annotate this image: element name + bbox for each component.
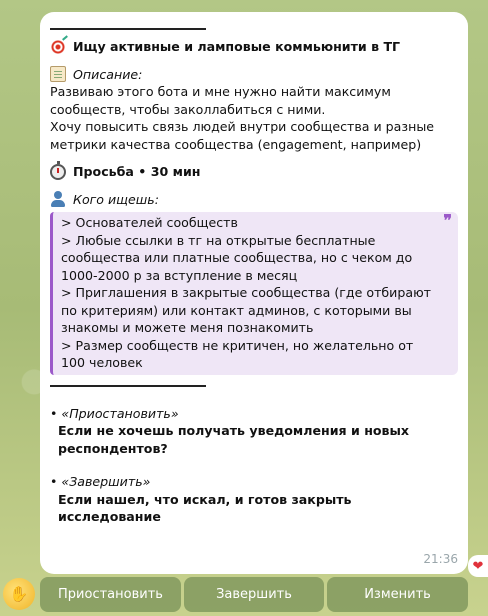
- target-icon: [50, 39, 66, 55]
- description-label-row: [50, 66, 458, 84]
- quote-icon: ❞: [443, 211, 452, 230]
- heart-reaction[interactable]: [468, 555, 488, 577]
- who-label: Кого ищешь:: [73, 191, 159, 207]
- quote-line: > Размер сообществ не критичен, но желательно от 100 человек: [61, 337, 414, 370]
- description-text-2: Хочу повысить связь людей внутри сообщества и разные метрики качества сообщества (engagement, например): [50, 119, 435, 152]
- separator-bottom: [50, 385, 206, 387]
- separator-top: [50, 28, 206, 30]
- quote-block: [50, 212, 458, 375]
- edit-button[interactable]: Изменить: [327, 577, 468, 612]
- description-text: Развиваю этого бота и мне нужно найти максимум сообществ, чтобы заколлабиться с ними.: [50, 84, 391, 117]
- person-icon: [50, 191, 66, 207]
- notepad-icon: [50, 66, 66, 82]
- quote-line: > Любые ссылки в тг на открытые бесплатные сообщества или платные сообщества, но с чеком до 1000-2000 р за вступление в месяц: [61, 232, 413, 283]
- bullet-body: Если нашел, что искал, и готов закрыть исследование: [58, 491, 352, 524]
- message-bubble: [40, 12, 468, 574]
- heart-icon: ❤: [472, 558, 484, 574]
- message-time: 21:36: [423, 551, 458, 566]
- bullet-body: Если не хочешь получать уведомления и новых респондентов?: [58, 423, 410, 456]
- handshake-icon: ✋: [9, 585, 29, 603]
- message-title: Ищу активные и ламповые коммьюнити в ТГ: [73, 39, 401, 54]
- bot-avatar[interactable]: [3, 578, 35, 610]
- bullet-title: • «Завершить»: [50, 474, 151, 489]
- stopwatch-icon: [50, 164, 66, 180]
- bullet-title: • «Приостановить»: [50, 405, 179, 421]
- who-label-row: [50, 191, 458, 209]
- bullet-finish: [50, 473, 458, 526]
- request-row: [50, 163, 458, 181]
- request-line: Просьба • 30 мин: [73, 164, 201, 179]
- quote-line: > Приглашения в закрытые сообщества (где отбирают по критериям) или контакт админов, с которыми вы знакомы и можете меня познакомить: [61, 285, 432, 335]
- title-row: [50, 38, 458, 56]
- pause-button[interactable]: Приостановить: [40, 577, 181, 612]
- description-label: Описание:: [73, 66, 143, 82]
- finish-button[interactable]: Завершить: [184, 577, 324, 612]
- quote-line: > Основателей сообществ: [61, 215, 238, 230]
- bullet-pause: [50, 405, 458, 458]
